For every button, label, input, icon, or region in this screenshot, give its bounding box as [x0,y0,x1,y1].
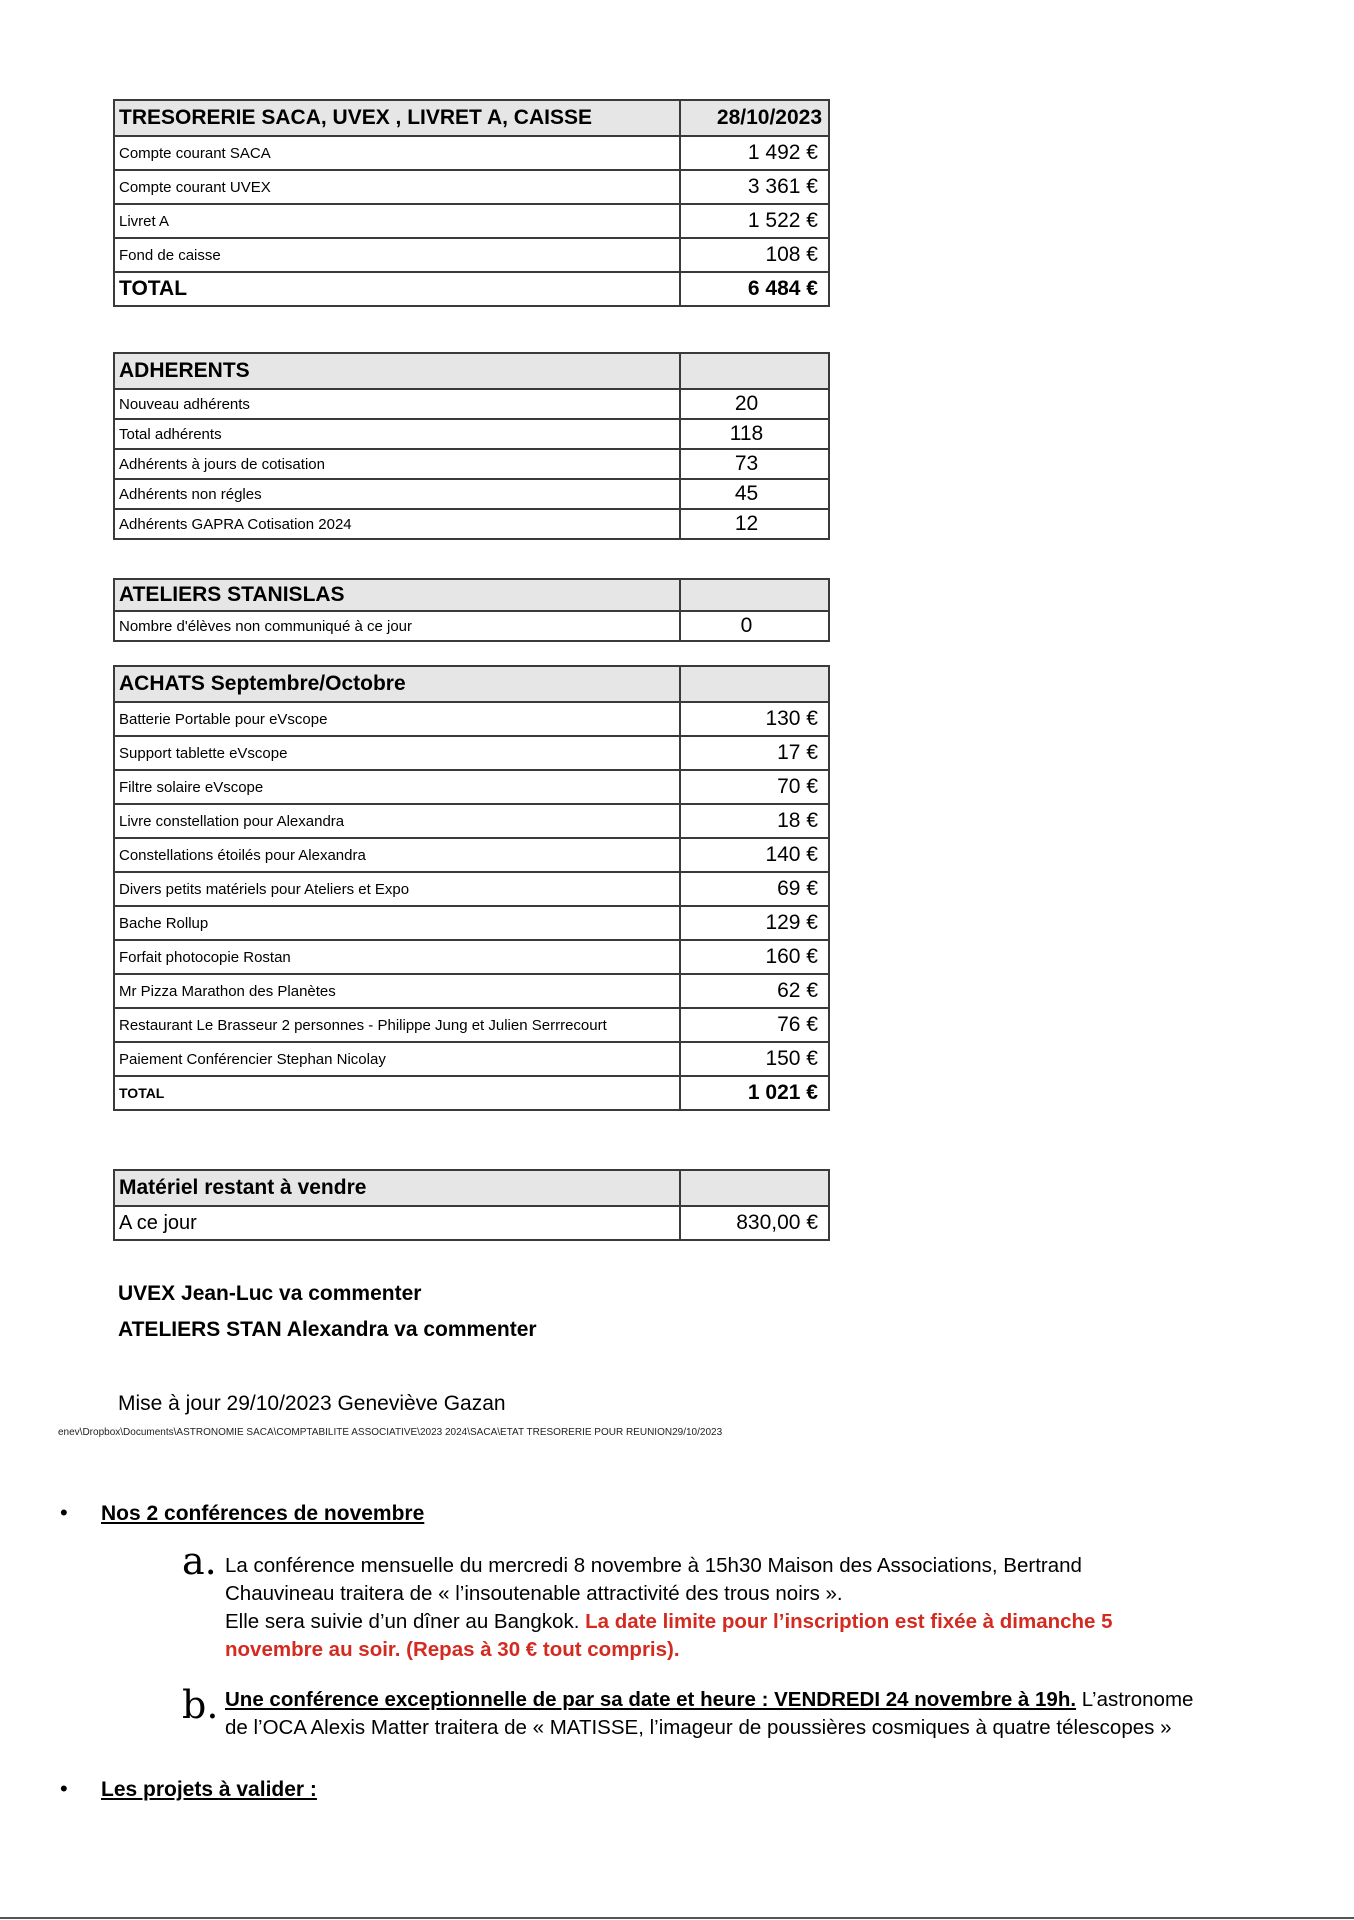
table-row [114,804,829,838]
table-row [114,170,829,204]
workshops-header-row [114,579,829,611]
row-label: Adhérents à jours de cotisation [114,449,680,479]
table-row [114,940,829,974]
row-value: 830,00 € [680,1206,829,1240]
item-b-bold: Une conférence exceptionnelle de par sa date et heure : VENDREDI 24 novembre à 19h. [225,1688,1077,1711]
row-value: 130 € [680,702,829,736]
treasury-table [113,99,830,307]
table-row [114,389,829,419]
treasury-date: 28/10/2023 [680,100,829,136]
item-b-line [225,1686,1335,1714]
row-label: Mr Pizza Marathon des Planètes [114,974,680,1008]
row-value: 12 [680,509,829,539]
row-label: Compte courant SACA [114,136,680,170]
treasury-header-row [114,100,829,136]
row-value: 108 € [680,238,829,272]
table-row [114,1042,829,1076]
row-label: Divers petits matériels pour Ateliers et Expo [114,872,680,906]
row-label: Livre constellation pour Alexandra [114,804,680,838]
item-a-line: La conférence mensuelle du mercredi 8 novembre à 15h30 Maison des Associations, Bertrand [225,1554,1082,1577]
row-label: Constellations étoilés pour Alexandra [114,838,680,872]
row-label: Compte courant UVEX [114,170,680,204]
registration-deadline: La date limite pour l’inscription est fixée à dimanche 5 [585,1610,1113,1633]
item-a-plain: Elle sera suivie d’un dîner au Bangkok. [225,1610,586,1633]
workshops-header-empty [680,579,829,611]
table-row [114,479,829,509]
row-value: 160 € [680,940,829,974]
row-label: A ce jour [114,1206,680,1240]
row-label: Paiement Conférencier Stephan Nicolay [114,1042,680,1076]
table-row [114,238,829,272]
row-label: Support tablette eVscope [114,736,680,770]
update-note: Mise à jour 29/10/2023 Geneviève Gazan [118,1392,506,1415]
equipment-header-empty [680,1170,829,1206]
row-label: Fond de caisse [114,238,680,272]
row-value: 140 € [680,838,829,872]
item-a-line [225,1608,1335,1636]
row-value: 73 [680,449,829,479]
item-b-text [225,1686,1335,1742]
table-row [114,419,829,449]
row-value: 118 [680,419,829,449]
equipment-title: Matériel restant à vendre [114,1170,680,1206]
table-row [114,838,829,872]
row-label: Adhérents non régles [114,479,680,509]
row-value: 17 € [680,736,829,770]
purchases-table [113,665,830,1111]
bullet-icon: • [60,1500,68,1525]
ateliers-note: ATELIERS STAN Alexandra va commenter [118,1318,537,1341]
purchases-total-row [114,1076,829,1110]
row-label: Bache Rollup [114,906,680,940]
total-label: TOTAL [114,1076,680,1110]
members-header-empty [680,353,829,389]
table-row [114,136,829,170]
table-row [114,611,829,641]
table-row [114,736,829,770]
row-label: Filtre solaire eVscope [114,770,680,804]
table-row [114,509,829,539]
item-b-marker: b. [182,1683,219,1727]
total-value: 6 484 € [680,272,829,306]
registration-deadline-cont: novembre au soir. (Repas à 30 € tout compris). [225,1638,680,1661]
equipment-table [113,1169,830,1241]
workshops-title: ATELIERS STANISLAS [114,579,680,611]
projects-heading: Les projets à valider : [101,1778,317,1801]
row-value: 1 522 € [680,204,829,238]
row-value: 20 [680,389,829,419]
members-title: ADHERENTS [114,353,680,389]
file-path: enev\Dropbox\Documents\ASTRONOMIE SACA\COMPTABILITE ASSOCIATIVE\2023 2024\SACA\ETAT TRESORERIE POUR REUNION29/10/2023 [58,1427,723,1438]
members-header-row [114,353,829,389]
members-table [113,352,830,540]
row-label: Livret A [114,204,680,238]
item-a-line: Chauvineau traitera de « l’insoutenable attractivité des trous noirs ». [225,1582,843,1605]
workshops-table [113,578,830,642]
purchases-header-row [114,666,829,702]
item-b-line: de l’OCA Alexis Matter traitera de « MATISSE, l’imageur de poussières cosmiques à quatre télescopes » [225,1716,1172,1739]
row-label: Adhérents GAPRA Cotisation 2024 [114,509,680,539]
purchases-title: ACHATS Septembre/Octobre [114,666,680,702]
item-a-marker: a. [182,1539,217,1583]
row-label: Forfait photocopie Rostan [114,940,680,974]
table-row [114,204,829,238]
row-value: 18 € [680,804,829,838]
row-label: Total adhérents [114,419,680,449]
table-row [114,449,829,479]
purchases-header-empty [680,666,829,702]
row-value: 150 € [680,1042,829,1076]
uvex-note: UVEX Jean-Luc va commenter [118,1282,422,1305]
row-value: 0 [680,611,829,641]
row-value: 76 € [680,1008,829,1042]
table-row [114,974,829,1008]
bottom-divider [0,1917,1354,1919]
row-label: Batterie Portable pour eVscope [114,702,680,736]
treasury-title: TRESORERIE SACA, UVEX , LIVRET A, CAISSE [114,100,680,136]
bullet-icon: • [60,1776,68,1801]
table-row [114,1008,829,1042]
row-value: 129 € [680,906,829,940]
row-label: Restaurant Le Brasseur 2 personnes - Philippe Jung et Julien Serrrecourt [114,1008,680,1042]
conferences-heading: Nos 2 conférences de novembre [101,1502,425,1525]
row-value: 69 € [680,872,829,906]
row-value: 3 361 € [680,170,829,204]
table-row [114,702,829,736]
equipment-header-row [114,1170,829,1206]
row-value: 70 € [680,770,829,804]
row-value: 62 € [680,974,829,1008]
table-row [114,1206,829,1240]
table-row [114,906,829,940]
row-label: Nouveau adhérents [114,389,680,419]
item-b-rest: L’astronome [1076,1688,1194,1711]
item-a-text [225,1552,1335,1664]
row-value: 1 492 € [680,136,829,170]
row-value: 45 [680,479,829,509]
total-value: 1 021 € [680,1076,829,1110]
table-row [114,770,829,804]
row-label: Nombre d'élèves non communiqué à ce jour [114,611,680,641]
treasury-total-row [114,272,829,306]
total-label: TOTAL [114,272,680,306]
table-row [114,872,829,906]
